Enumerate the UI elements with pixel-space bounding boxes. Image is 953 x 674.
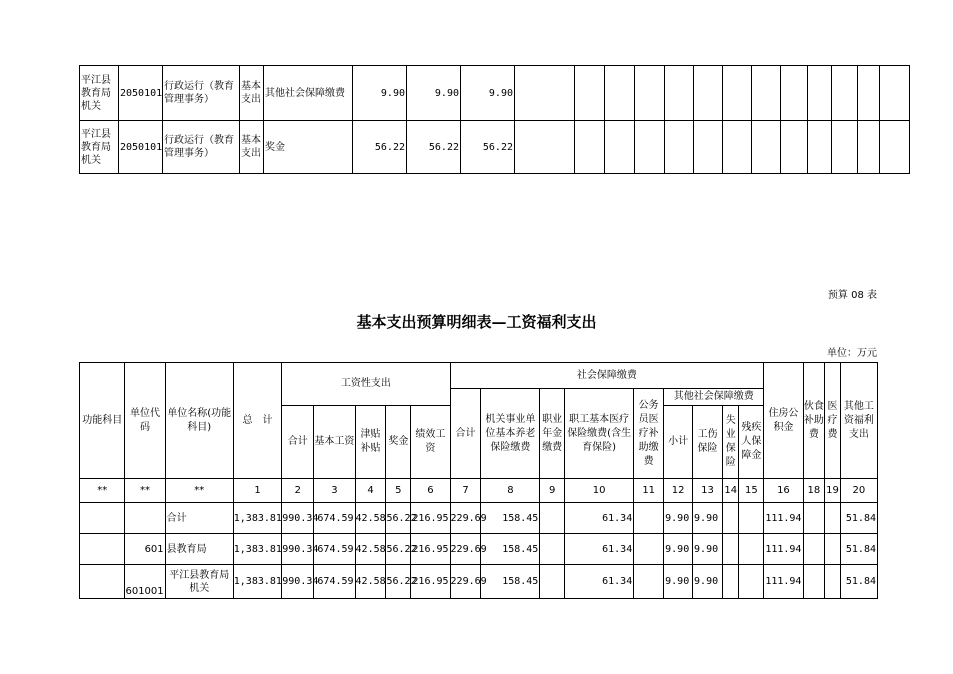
- value-cell: 56.22: [461, 121, 515, 174]
- perf-wage-header: 绩效工资: [411, 406, 450, 479]
- func-code-cell: 2050101: [119, 121, 163, 174]
- med-ins-header: 职工基本医疗保险缴费(含生育保险): [565, 389, 634, 479]
- value-cell: 9.90: [664, 503, 693, 534]
- value-cell: 9.90: [353, 66, 407, 121]
- disab-header: 残疾人保障金: [739, 406, 764, 479]
- value-cell: 158.45: [481, 565, 540, 599]
- value-cell: [739, 534, 764, 565]
- unit-name-cell: 平江县教育局机关: [80, 66, 119, 121]
- index-cell: 10: [565, 479, 634, 503]
- bonus-header: 奖金: [386, 406, 411, 479]
- code-cell: 601001: [125, 565, 165, 599]
- value-cell: 61.34: [565, 565, 634, 599]
- value-cell: 9.90: [664, 534, 693, 565]
- value-cell: 990.34: [282, 534, 314, 565]
- header-row: [80, 363, 878, 389]
- name-cell: 县教育局: [165, 534, 233, 565]
- value-cell: 229.69: [450, 565, 481, 599]
- index-cell: 2: [282, 479, 314, 503]
- index-cell: 16: [764, 479, 803, 503]
- index-cell: 12: [664, 479, 693, 503]
- value-cell: 56.22: [353, 121, 407, 174]
- value-cell: 990.34: [282, 503, 314, 534]
- code-cell: 601: [125, 534, 165, 565]
- index-cell: 3: [314, 479, 355, 503]
- value-cell: 216.95: [411, 534, 450, 565]
- annuity-header: 职业年金缴费: [540, 389, 565, 479]
- value-cell: 111.94: [764, 565, 803, 599]
- index-cell: 19: [825, 479, 840, 503]
- value-cell: 674.59: [314, 565, 355, 599]
- total-header: 总 计: [233, 363, 282, 479]
- value-cell: 9.90: [407, 66, 461, 121]
- type-cell: 基本支出: [240, 66, 264, 121]
- index-cell: 14: [722, 479, 739, 503]
- name-cell: 平江县教育局机关: [165, 565, 233, 599]
- code-cell: [125, 503, 165, 534]
- func-subject-header: 功能科目: [80, 363, 125, 479]
- index-cell: 4: [355, 479, 386, 503]
- value-cell: [803, 534, 825, 565]
- value-cell: 56.22: [386, 503, 411, 534]
- index-cell: 1: [233, 479, 282, 503]
- index-cell: **: [80, 479, 125, 503]
- index-cell: 8: [481, 479, 540, 503]
- sal-sum-header: 合计: [282, 406, 314, 479]
- value-cell: 229.69: [450, 534, 481, 565]
- index-cell: **: [165, 479, 233, 503]
- value-cell: [825, 503, 840, 534]
- os-sum-header: 小计: [664, 406, 693, 479]
- value-cell: [722, 534, 739, 565]
- other-welfare-header: 其他工资福利支出: [840, 363, 877, 479]
- value-cell: [540, 503, 565, 534]
- value-cell: 56.22: [386, 565, 411, 599]
- value-cell: 990.34: [282, 565, 314, 599]
- value-cell: 674.59: [314, 503, 355, 534]
- housing-header: 住房公积金: [764, 363, 803, 479]
- value-cell: 111.94: [764, 503, 803, 534]
- table-row: [80, 534, 878, 565]
- value-cell: [540, 565, 565, 599]
- injury-header: 工伤保险: [693, 406, 723, 479]
- value-cell: 111.94: [764, 534, 803, 565]
- civil-med-header: 公务员医疗补助缴费: [634, 389, 664, 479]
- base-wage-header: 基本工资: [314, 406, 355, 479]
- index-cell: 20: [840, 479, 877, 503]
- total-cell: 1,383.81: [233, 503, 282, 534]
- index-cell: **: [125, 479, 165, 503]
- value-cell: 9.90: [461, 66, 515, 121]
- name-cell: 合计: [165, 503, 233, 534]
- index-cell: 5: [386, 479, 411, 503]
- allowance-header: 津贴补贴: [355, 406, 386, 479]
- unit-code-header: 单位代码: [125, 363, 165, 479]
- total-cell: 1,383.81: [233, 565, 282, 599]
- value-cell: 51.84: [840, 534, 877, 565]
- index-cell: 6: [411, 479, 450, 503]
- value-cell: [739, 503, 764, 534]
- value-cell: [634, 565, 664, 599]
- value-cell: [803, 565, 825, 599]
- value-cell: [634, 503, 664, 534]
- value-cell: [803, 503, 825, 534]
- unit-label: 单位：万元: [827, 348, 877, 359]
- value-cell: 9.90: [693, 565, 723, 599]
- func-cell: [80, 503, 125, 534]
- unit-name-header: 单位名称(功能科目): [165, 363, 233, 479]
- value-cell: 9.90: [693, 503, 723, 534]
- salary-group-header: 工资性支出: [282, 363, 450, 406]
- table-row: [80, 565, 878, 599]
- main-budget-table: [79, 362, 878, 599]
- value-cell: [739, 565, 764, 599]
- func-name-cell: 行政运行（教育管理事务）: [163, 66, 240, 121]
- value-cell: [634, 534, 664, 565]
- index-cell: 15: [739, 479, 764, 503]
- pension-header: 机关事业单位基本养老保险缴费: [481, 389, 540, 479]
- value-cell: 56.22: [386, 534, 411, 565]
- func-name-cell: 行政运行（教育管理事务）: [163, 121, 240, 174]
- func-cell: [80, 565, 125, 599]
- index-row: [80, 479, 878, 503]
- value-cell: 61.34: [565, 534, 634, 565]
- value-cell: 42.58: [355, 534, 386, 565]
- table-code: 预算 08 表: [827, 290, 877, 301]
- value-cell: [722, 565, 739, 599]
- value-cell: [825, 534, 840, 565]
- index-cell: 13: [693, 479, 723, 503]
- total-cell: 1,383.81: [233, 534, 282, 565]
- func-cell: [80, 534, 125, 565]
- page-title: 基本支出预算明细表—工资福利支出: [356, 313, 597, 331]
- index-cell: 7: [450, 479, 481, 503]
- unemp-header: 失业保险: [722, 406, 739, 479]
- value-cell: 158.45: [481, 534, 540, 565]
- value-cell: 56.22: [407, 121, 461, 174]
- meal-header: 伙食补助费: [803, 363, 825, 479]
- medical-header: 医疗费: [825, 363, 840, 479]
- unit-name-cell: 平江县教育局机关: [80, 121, 119, 174]
- index-cell: 18: [803, 479, 825, 503]
- value-cell: 51.84: [840, 503, 877, 534]
- item-cell: 其他社会保障缴费: [264, 66, 353, 121]
- value-cell: 61.34: [565, 503, 634, 534]
- soc-sum-header: 合计: [450, 389, 481, 479]
- value-cell: 674.59: [314, 534, 355, 565]
- table-row: [80, 66, 910, 121]
- table-row: [80, 121, 910, 174]
- value-cell: 42.58: [355, 503, 386, 534]
- type-cell: 基本支出: [240, 121, 264, 174]
- value-cell: 9.90: [664, 565, 693, 599]
- value-cell: 51.84: [840, 565, 877, 599]
- value-cell: [722, 503, 739, 534]
- value-cell: 158.45: [481, 503, 540, 534]
- value-cell: 42.58: [355, 565, 386, 599]
- value-cell: 216.95: [411, 565, 450, 599]
- item-cell: 奖金: [264, 121, 353, 174]
- social-group-header: 社会保障缴费: [450, 363, 764, 389]
- index-cell: 11: [634, 479, 664, 503]
- other-social-header: 其他社会保障缴费: [664, 389, 764, 406]
- table-row: [80, 503, 878, 534]
- value-cell: 9.90: [693, 534, 723, 565]
- value-cell: 216.95: [411, 503, 450, 534]
- func-code-cell: 2050101: [119, 66, 163, 121]
- value-cell: [825, 565, 840, 599]
- index-cell: 9: [540, 479, 565, 503]
- value-cell: [540, 534, 565, 565]
- top-continuation-table: [79, 65, 910, 174]
- value-cell: 229.69: [450, 503, 481, 534]
